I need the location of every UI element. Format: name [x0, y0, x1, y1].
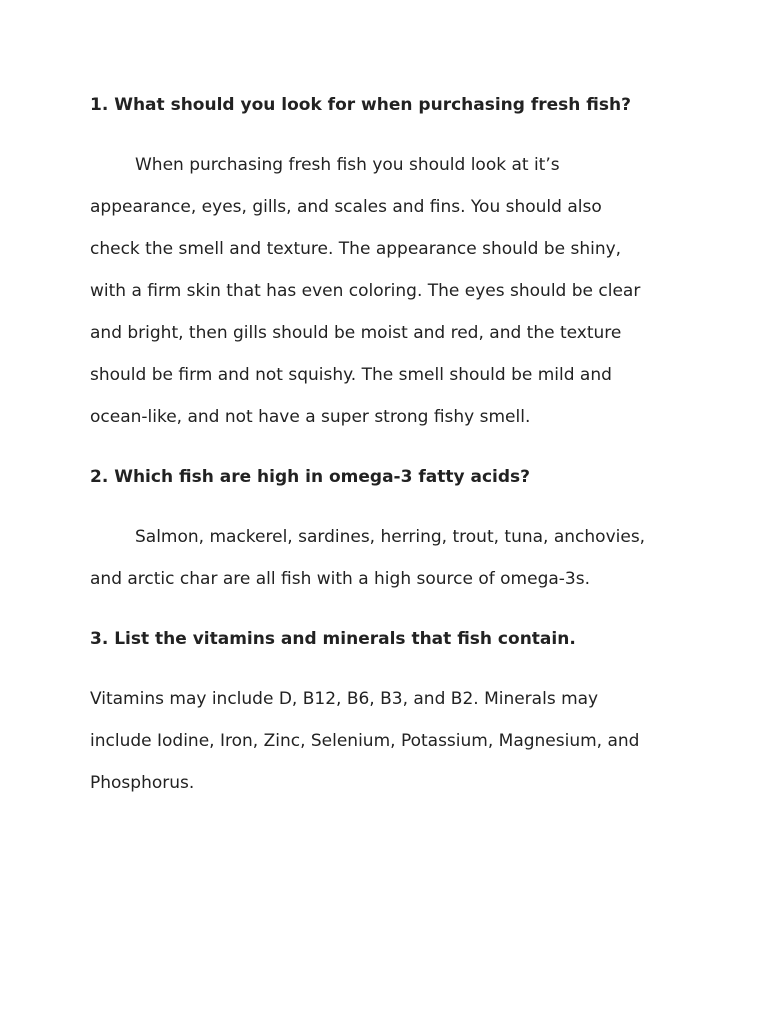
question-heading: 2. Which fish are high in omega-3 fatty acids?: [90, 467, 531, 487]
paragraph-line: When purchasing fresh fish you should look at it’s: [135, 155, 560, 175]
answer-paragraph: [90, 144, 690, 438]
section-fresh-fish: [90, 84, 690, 456]
question-heading: 1. What should you look for when purchasing fresh fish?: [90, 95, 631, 115]
paragraph-line: ocean-like, and not have a super strong fishy smell.: [90, 407, 531, 427]
section-omega-3: [90, 456, 690, 618]
paragraph-line: include Iodine, Iron, Zinc, Selenium, Potassium, Magnesium, and: [90, 731, 640, 751]
answer-paragraph: [90, 516, 690, 600]
paragraph-line: appearance, eyes, gills, and scales and fins. You should also: [90, 197, 602, 217]
answer-paragraph: [90, 678, 690, 804]
paragraph-line: Salmon, mackerel, sardines, herring, trout, tuna, anchovies,: [135, 527, 646, 547]
paragraph-line: and arctic char are all fish with a high source of omega-3s.: [90, 569, 590, 589]
document-body: [90, 84, 690, 804]
paragraph-line: Phosphorus.: [90, 773, 195, 793]
paragraph-line: and bright, then gills should be moist and red, and the texture: [90, 323, 622, 343]
paragraph-line: with a firm skin that has even coloring. The eyes should be clear: [90, 281, 641, 301]
paragraph-line: check the smell and texture. The appearance should be shiny,: [90, 239, 622, 259]
paragraph-line: Vitamins may include D, B12, B6, B3, and B2. Minerals may: [90, 689, 599, 709]
paragraph-line: should be firm and not squishy. The smell should be mild and: [90, 365, 612, 385]
question-heading: 3. List the vitamins and minerals that fish contain.: [90, 629, 576, 649]
section-vitamins-minerals: [90, 618, 690, 804]
